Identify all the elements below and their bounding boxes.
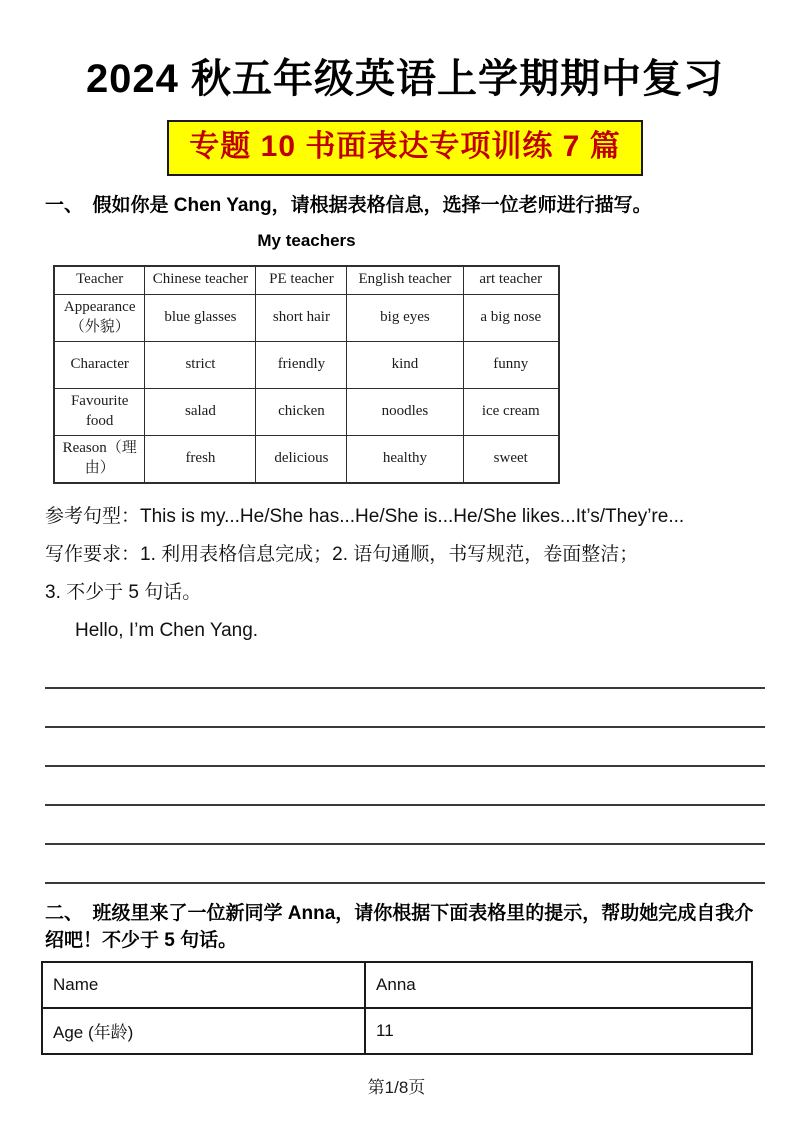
row-label: Reason（理由） [54, 435, 145, 483]
writing-line [45, 845, 765, 884]
opening-sentence: Hello, I’m Chen Yang. [75, 619, 259, 641]
writing-requirements-line2: 3. 不少于 5 句话。 [45, 581, 202, 603]
header-cell: Teacher [54, 266, 145, 295]
row-label: Age (年龄) [42, 1008, 365, 1054]
writing-line [45, 806, 765, 845]
table-cell: sweet [463, 435, 559, 483]
writing-line [45, 689, 765, 728]
teachers-table-block [53, 231, 560, 484]
page-title: 2024 秋五年级英语上学期期中复习 [85, 57, 725, 101]
topic-badge-row [45, 120, 765, 176]
table-cell: blue glasses [145, 294, 256, 341]
teachers-table-header-row [54, 266, 559, 295]
table-cell: funny [463, 341, 559, 388]
table-row-reason [54, 435, 559, 483]
header-cell: English teacher [347, 266, 463, 295]
writing-line [45, 767, 765, 806]
table-cell: ice cream [463, 388, 559, 435]
anna-info-table [41, 961, 753, 1055]
writing-requirements-line1: 写作要求：1. 利用表格信息完成；2. 语句通顺，书写规范，卷面整洁； [45, 543, 639, 565]
table-cell: strict [145, 341, 256, 388]
teachers-table-title: My teachers [257, 230, 356, 250]
table-cell: 11 [365, 1008, 752, 1054]
table-cell: friendly [256, 341, 347, 388]
header-cell: PE teacher [256, 266, 347, 295]
writing-line [45, 650, 765, 689]
table-cell: Anna [365, 962, 752, 1008]
header-cell: art teacher [463, 266, 559, 295]
section2-heading: 二、 班级里来了一位新同学 Anna，请你根据下面表格里的提示，帮助她完成自我介绍吧！不少于 5 句话。 [45, 902, 754, 951]
table-row-character [54, 341, 559, 388]
table-cell: salad [145, 388, 256, 435]
table-row-age [42, 1008, 752, 1054]
row-label: Name [42, 962, 365, 1008]
table-cell: healthy [347, 435, 463, 483]
teachers-table [53, 265, 560, 484]
table-cell: short hair [256, 294, 347, 341]
table-row-favourite-food [54, 388, 559, 435]
topic-badge: 专题 10 书面表达专项训练 7 篇 [167, 120, 642, 176]
section1-heading: 一、 假如你是 Chen Yang，请根据表格信息，选择一位老师进行描写。 [45, 194, 652, 216]
table-cell: fresh [145, 435, 256, 483]
writing-line [45, 728, 765, 767]
table-cell: big eyes [347, 294, 463, 341]
page-number: 第1/8页 [367, 1078, 426, 1097]
table-cell: chicken [256, 388, 347, 435]
row-label: Character [54, 341, 145, 388]
header-cell: Chinese teacher [145, 266, 256, 295]
table-cell: kind [347, 341, 463, 388]
table-cell: noodles [347, 388, 463, 435]
row-label: Favourite food [54, 388, 145, 435]
reference-patterns-line: 参考句型：This is my...He/She has...He/She is...He/She likes...It’s/They’re... [45, 505, 685, 527]
table-cell: a big nose [463, 294, 559, 341]
answer-writing-lines [45, 650, 765, 884]
table-row-appearance [54, 294, 559, 341]
row-label: Appearance（外貌） [54, 294, 145, 341]
table-cell: delicious [256, 435, 347, 483]
table-row-name [42, 962, 752, 1008]
